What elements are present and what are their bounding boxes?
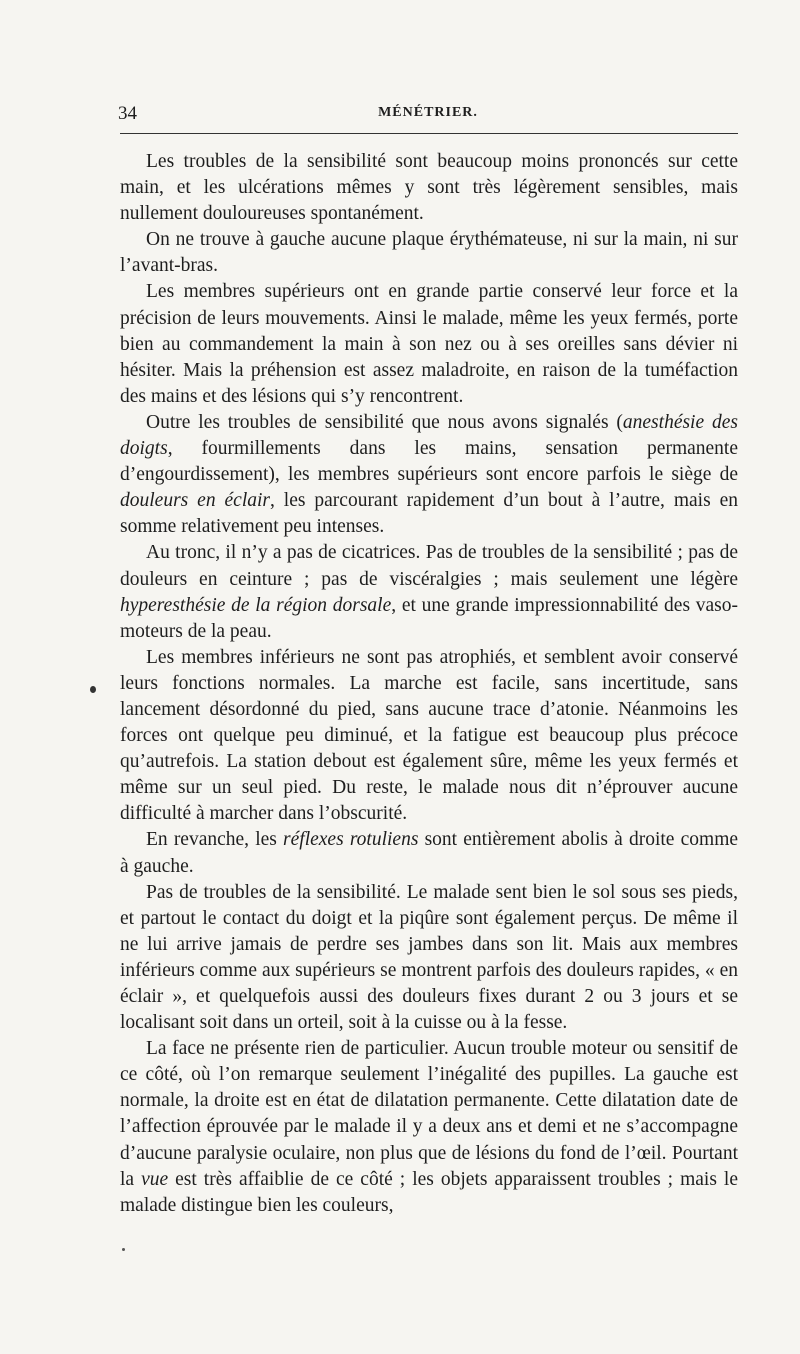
paragraph (120, 279, 738, 409)
paragraph (120, 880, 738, 1037)
body-text (120, 149, 738, 1219)
page-number: 34 (118, 103, 137, 124)
paragraph (120, 149, 738, 227)
paragraph (120, 827, 738, 879)
paragraph (120, 410, 738, 540)
text-run: est très affaiblie de ce côté ; les objets apparaissent troubles ; mais le malade distingue bien les couleurs, (120, 1168, 738, 1216)
text-run: En revanche, les (146, 829, 284, 851)
paragraph (120, 645, 738, 828)
text-run: , fourmillements dans les mains, sensation permanente d’engourdissement), les membres supérieurs sont encore parfois le siège de (120, 438, 738, 486)
italic-text: hyperesthésie de la région dorsale (120, 594, 392, 616)
text-run: Les troubles de la sensibilité sont beaucoup moins prononcés sur cette main, et les ulcérations mêmes y sont très légèrement sensibles, mais nullement douloureuses spontanément. (120, 151, 738, 225)
paragraph (120, 227, 738, 279)
page-header (118, 103, 738, 127)
italic-text: douleurs en éclair (120, 490, 270, 512)
header-rule (120, 133, 738, 134)
paragraph (120, 540, 738, 644)
running-title: MÉNÉTRIER. (378, 105, 478, 120)
text-run: Les membres supérieurs ont en grande partie conservé leur force et la précision de leurs mouvements. Ainsi le malade, même les yeux fermés, porte bien au commandement la main à son nez ou à ses oreilles sans dévier ni hésiter. Mais la préhension est assez maladroite, en raison de la tuméfaction des mains et des lésions qui s’y rencontrent. (120, 281, 738, 407)
text-run: sont entièrement abolis à droite comme à gauche. (120, 829, 739, 877)
text-run: , les parcourant rapidement d’un bout à l’autre, mais en somme relativement peu intenses. (120, 490, 738, 538)
text-run: , et une grande impressionnabilité des vaso-moteurs de la peau. (120, 594, 738, 642)
italic-text: réflexes rotuliens (283, 829, 419, 851)
paragraph (120, 1036, 738, 1219)
stray-ink-mark (90, 686, 96, 693)
text-run: Pas de troubles de la sensibilité. Le malade sent bien le sol sous ses pieds, et partout le contact du doigt et la piqûre sont également perçus. De même il ne lui arrive jamais de perdre ses jambes dans son lit. Mais aux membres inférieurs comme aux supérieurs se montrent parfois des douleurs rapides, « en éclair », et quelquefois aussi des douleurs fixes durant 2 ou 3 jours et se localisant soit dans un orteil, soit à la cuisse ou à la fesse. (120, 881, 738, 1034)
text-run: Les membres inférieurs ne sont pas atrophiés, et semblent avoir conservé leurs fonctions normales. La marche est facile, sans incertitude, sans lancement désordonné du pied, sans aucune trace d’atonie. Néanmoins les forces ont quelque peu diminué, et la fatigue est beaucoup plus précoce qu’autrefois. La station debout est également sûre, même les yeux fermés et même sur un seul pied. Du reste, le malade nous dit n’éprouver aucune difficulté à marcher dans l’obscurité. (120, 646, 738, 825)
italic-text: anesthésie des doigts (120, 411, 738, 460)
text-run: On ne trouve à gauche aucune plaque érythémateuse, ni sur la main, ni sur l’avant-bras. (120, 229, 738, 277)
text-run: La face ne présente rien de particulier. Aucun trouble moteur ou sensitif de ce côté, où l’on remarque seulement l’inégalité des pupilles. La gauche est normale, la droite est en état de dilatation permanente. Cette dilatation date de l’affection éprouvée par le malade il y a deux ans et demi et ne s’accompagne d’aucune paralysie oculaire, non plus que de lésions du fond de l’œil. Pourtant la (120, 1038, 738, 1190)
text-run: Outre les troubles de sensibilité que nous avons signalés ( (146, 411, 623, 433)
stray-ink-dot (122, 1248, 125, 1251)
italic-text: vue (141, 1168, 169, 1190)
text-run: Au tronc, il n’y a pas de cicatrices. Pas de troubles de la sensibilité ; pas de douleurs en ceinture ; pas de viscéralgies ; mais seulement une légère (120, 542, 738, 590)
